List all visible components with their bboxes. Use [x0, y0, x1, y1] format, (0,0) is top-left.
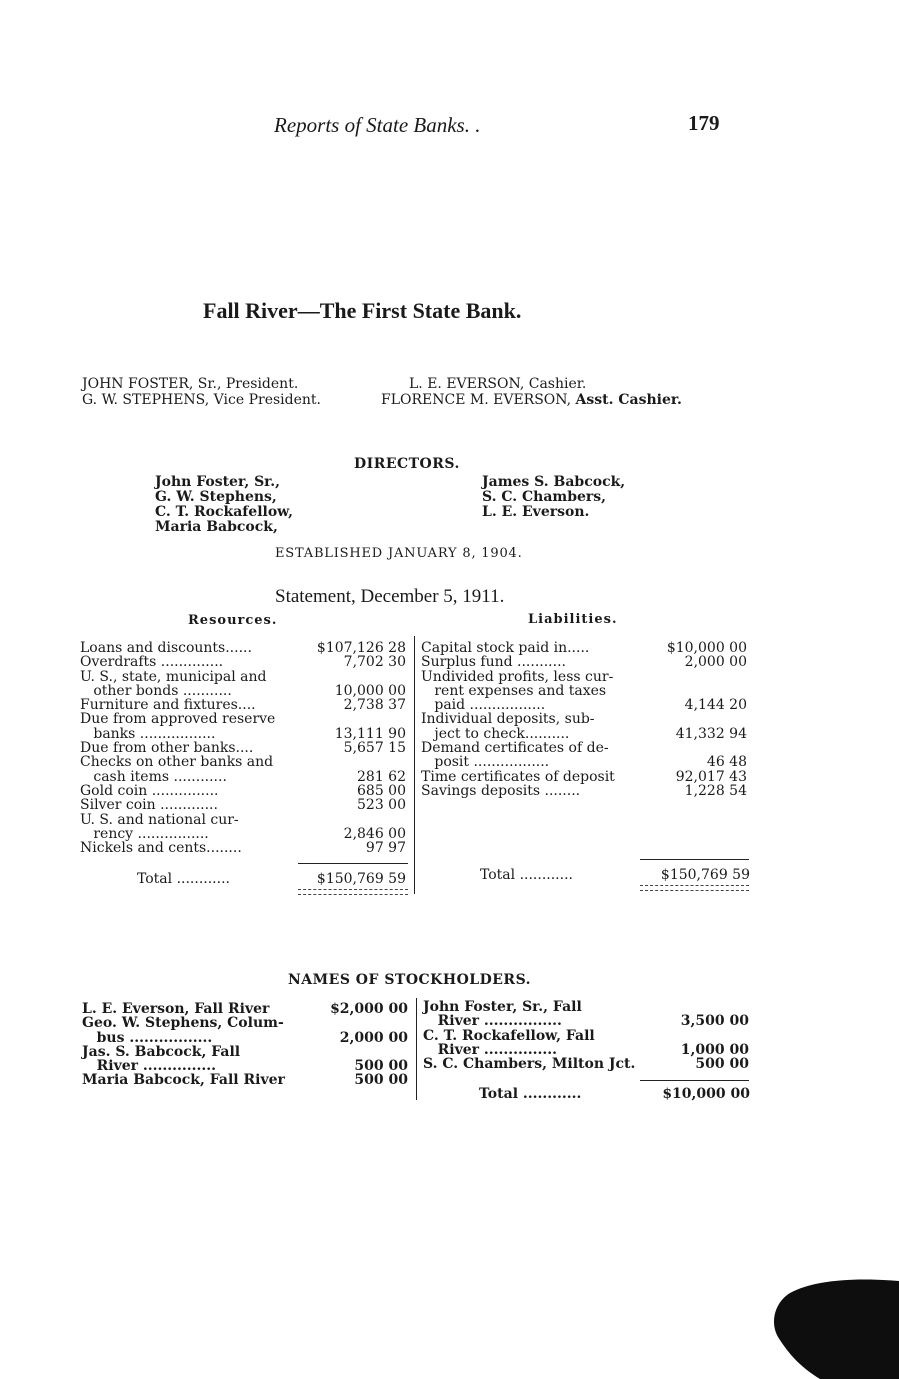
- row-amount: 2,846 00: [343, 825, 406, 842]
- row-amount: 281 62: [357, 768, 406, 785]
- table-row: [421, 712, 747, 726]
- row-amount: 10,000 00: [334, 682, 406, 699]
- page-title: Fall River—The First State Bank.: [203, 298, 522, 323]
- row-label: Demand certificates of de-: [421, 740, 609, 757]
- row-amount: 41,332 94: [675, 725, 747, 742]
- scan-blot-image: [760, 1275, 899, 1379]
- table-row: [82, 1045, 408, 1059]
- double-rule: [298, 889, 408, 895]
- row-amount: 1,000 00: [680, 1041, 749, 1058]
- row-label: paid .................: [421, 697, 546, 714]
- row-amount: 3,500 00: [680, 1013, 749, 1030]
- row-label: bus .................: [82, 1029, 213, 1046]
- asst-cashier-name: FLORENCE M. EVERSON,: [381, 392, 576, 408]
- table-row: [82, 1031, 408, 1045]
- row-label: Silver coin .............: [80, 797, 218, 814]
- director-name: S. C. Chambers,: [482, 489, 607, 505]
- row-label: Loans and discounts......: [80, 640, 252, 656]
- director-name: C. T. Rockafellow,: [155, 504, 293, 520]
- running-title: Reports of State Banks. .: [274, 113, 481, 137]
- row-label: Time certificates of deposit: [421, 768, 615, 785]
- directors-right: [482, 475, 625, 520]
- row-label: River ................: [423, 1013, 562, 1030]
- row-amount: 5,657 15: [343, 740, 406, 757]
- row-label: banks .................: [80, 725, 216, 742]
- directors-left: [155, 475, 293, 535]
- table-row: [80, 698, 406, 712]
- row-label: Geo. W. Stephens, Colum-: [82, 1015, 284, 1032]
- row-amount: 2,000 00: [339, 1029, 408, 1046]
- table-row: [423, 1057, 749, 1071]
- table-row: [421, 755, 747, 769]
- established-date: ESTABLISHED JANUARY 8, 1904.: [275, 546, 523, 561]
- row-label: Undivided profits, less cur-: [421, 668, 614, 685]
- row-label: cash items ............: [80, 768, 227, 785]
- column-divider: [414, 636, 415, 894]
- table-row: [423, 1043, 749, 1057]
- table-row: [82, 1002, 408, 1016]
- table-row: [421, 784, 747, 798]
- total-rule: [640, 1080, 749, 1081]
- table-row: [80, 827, 406, 841]
- row-label: River ...............: [423, 1041, 557, 1058]
- row-label: other bonds ...........: [80, 682, 232, 699]
- director-name: L. E. Everson.: [482, 504, 590, 520]
- table-row: [80, 655, 406, 669]
- row-label: Checks on other banks and: [80, 754, 274, 771]
- table-row: [82, 1016, 408, 1030]
- row-amount: 2,738 37: [343, 697, 406, 714]
- table-row: [82, 1059, 408, 1073]
- resources-table: [80, 641, 406, 855]
- table-row: [421, 727, 747, 741]
- row-amount: 685 00: [357, 782, 406, 799]
- table-row: [421, 641, 747, 655]
- row-amount: 4,144 20: [684, 697, 747, 714]
- total-rule: [298, 863, 408, 864]
- row-label: rent expenses and taxes: [421, 682, 607, 699]
- table-row: [421, 698, 747, 712]
- officer-asst-cashier: [381, 392, 682, 408]
- double-rule: [640, 885, 749, 891]
- director-name: James S. Babcock,: [482, 474, 626, 490]
- row-amount: 1,228 54: [684, 782, 747, 799]
- row-amount: 500 00: [354, 1058, 408, 1075]
- row-amount: $107,126 28: [316, 640, 406, 656]
- row-label: C. T. Rockafellow, Fall: [423, 1027, 595, 1044]
- resources-heading: Resources.: [188, 613, 278, 628]
- table-row: [423, 1014, 749, 1028]
- stockholders-right: [423, 1000, 749, 1071]
- row-amount: $10,000 00: [666, 640, 747, 656]
- table-row: [421, 670, 747, 684]
- table-row: [421, 684, 747, 698]
- row-amount: 523 00: [357, 797, 406, 814]
- row-label: Maria Babcock, Fall River: [82, 1072, 285, 1089]
- table-row: [80, 684, 406, 698]
- table-row: [80, 784, 406, 798]
- stockholders-left: [82, 1002, 408, 1088]
- total-rule: [640, 859, 749, 860]
- row-amount: 97 97: [365, 840, 406, 857]
- stockholders-total-amount: $10,000 00: [662, 1086, 750, 1102]
- row-label: Nickels and cents........: [80, 840, 242, 857]
- officer-vice-president: G. W. STEPHENS, Vice President.: [82, 392, 321, 408]
- row-label: Capital stock paid in.....: [421, 640, 590, 656]
- table-row: [80, 741, 406, 755]
- row-label: Overdrafts ..............: [80, 654, 224, 671]
- table-row: [421, 741, 747, 755]
- table-row: [80, 798, 406, 812]
- stockholders-total-label: Total ............: [479, 1086, 582, 1102]
- stockholders-heading: NAMES OF STOCKHOLDERS.: [288, 972, 532, 988]
- liabilities-table: [421, 641, 747, 798]
- row-label: Jas. S. Babcock, Fall: [82, 1043, 241, 1060]
- director-name: John Foster, Sr.,: [155, 474, 281, 490]
- row-label: U. S., state, municipal and: [80, 668, 267, 685]
- table-row: [423, 1000, 749, 1014]
- row-label: Furniture and fixtures....: [80, 697, 256, 714]
- row-amount: 500 00: [354, 1072, 408, 1089]
- page-number: 179: [688, 111, 720, 135]
- table-row: [80, 641, 406, 655]
- directors-heading: DIRECTORS.: [354, 456, 460, 472]
- officers-left: [82, 376, 321, 408]
- director-name: G. W. Stephens,: [155, 489, 277, 505]
- row-amount: 2,000 00: [684, 654, 747, 671]
- row-label: posit .................: [421, 754, 550, 771]
- table-row: [80, 727, 406, 741]
- row-amount: $2,000 00: [330, 1001, 408, 1017]
- table-row: [82, 1073, 408, 1087]
- row-label: S. C. Chambers, Milton Jct.: [423, 1056, 636, 1073]
- row-label: Individual deposits, sub-: [421, 711, 595, 728]
- resources-total-amount: $150,769 59: [316, 871, 406, 887]
- row-label: ject to check..........: [421, 725, 570, 742]
- table-row: [423, 1029, 749, 1043]
- table-row: [80, 670, 406, 684]
- statement-title: Statement, December 5, 1911.: [275, 586, 505, 607]
- asst-cashier-title: Asst. Cashier.: [575, 392, 682, 408]
- resources-total-label: Total ............: [137, 871, 230, 887]
- table-row: [80, 755, 406, 769]
- row-label: Due from other banks....: [80, 740, 254, 757]
- row-amount: 92,017 43: [675, 768, 747, 785]
- row-amount: 500 00: [695, 1056, 749, 1073]
- row-label: L. E. Everson, Fall River: [82, 1001, 270, 1017]
- row-label: John Foster, Sr., Fall: [423, 999, 582, 1015]
- liabilities-total-label: Total ............: [480, 867, 573, 883]
- row-amount: 46 48: [706, 754, 747, 771]
- row-label: Due from approved reserve: [80, 711, 276, 728]
- column-divider: [416, 998, 417, 1100]
- row-label: Surplus fund ...........: [421, 654, 566, 671]
- table-row: [421, 770, 747, 784]
- director-name: Maria Babcock,: [155, 519, 278, 535]
- table-row: [80, 841, 406, 855]
- liabilities-total-amount: $150,769 59: [660, 867, 750, 883]
- row-label: Savings deposits ........: [421, 782, 581, 799]
- row-label: Gold coin ...............: [80, 782, 219, 799]
- row-amount: 13,111 90: [334, 725, 406, 742]
- liabilities-heading: Liabilities.: [528, 612, 618, 627]
- row-label: U. S. and national cur-: [80, 811, 239, 828]
- row-amount: 7,702 30: [343, 654, 406, 671]
- officer-president: JOHN FOSTER, Sr., President.: [82, 376, 299, 392]
- row-label: rency ................: [80, 825, 209, 842]
- row-label: River ...............: [82, 1058, 216, 1075]
- table-row: [80, 813, 406, 827]
- table-row: [421, 655, 747, 669]
- table-row: [80, 712, 406, 726]
- table-row: [80, 770, 406, 784]
- officer-cashier: L. E. EVERSON, Cashier.: [409, 376, 587, 392]
